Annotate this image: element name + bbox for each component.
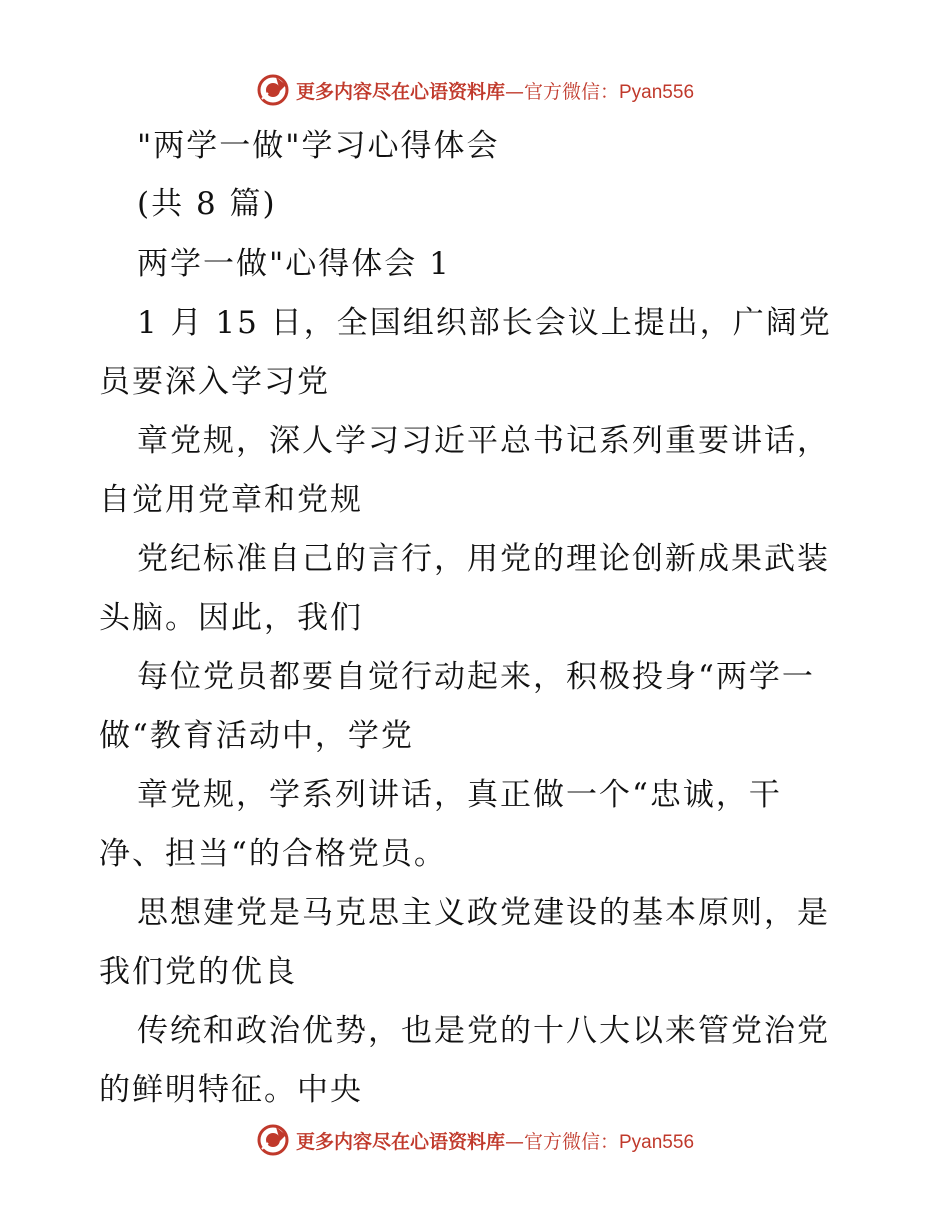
- paragraph-line: 净、担当“的合格党员。: [99, 836, 447, 872]
- footer-watermark: [0, 1120, 950, 1160]
- paragraph-line: 自觉用党章和党规: [99, 482, 363, 518]
- paragraph-line: 1 月 15 日，全国组织部长会议上提出，广阔党: [137, 305, 832, 341]
- paragraph-line: 我们党的优良: [99, 954, 297, 990]
- paragraph-line: 每位党员都要自觉行动起来，积极投身“两学一: [137, 659, 815, 695]
- paragraph-line: 员要深入学习党: [99, 364, 330, 400]
- paragraph-line: 做“教育活动中，学党: [99, 718, 414, 754]
- paragraph-line: 思想建党是马克思主义政党建设的基本原则，是: [137, 895, 830, 931]
- paragraph-line: 传统和政治优势，也是党的十八大以来管党治党: [137, 1013, 830, 1049]
- watermark-brand: 更多内容尽在心语资料库: [295, 1130, 505, 1153]
- paragraph-line: 章党规，深人学习习近平总书记系列重要讲话，: [137, 423, 830, 459]
- pen-circle-logo-icon: [256, 73, 290, 107]
- paragraph-line: 头脑。因此，我们: [99, 600, 363, 636]
- watermark-wechat-id: Pyan556: [619, 81, 695, 103]
- watermark-dash: —: [504, 1130, 524, 1153]
- document-title: "两学一做"学习心得体会: [137, 128, 500, 164]
- watermark-text: [296, 1127, 694, 1154]
- watermark-text: [296, 77, 694, 104]
- watermark-brand: 更多内容尽在心语资料库: [295, 80, 505, 103]
- watermark-official: 官方微信：: [523, 1130, 619, 1153]
- section-heading: 两学一做"心得体会 1: [137, 246, 451, 282]
- paragraph-line: 章党规，学系列讲话，真正做一个“忠诚，干: [137, 777, 782, 813]
- watermark-official: 官方微信：: [523, 80, 619, 103]
- document-count: (共 8 篇): [137, 186, 277, 222]
- paragraph-line: 的鲜明特征。中央: [99, 1072, 363, 1108]
- watermark-wechat-id: Pyan556: [619, 1131, 695, 1153]
- paragraph-line: 党纪标准自己的言行，用党的理论创新成果武装: [137, 541, 830, 577]
- watermark-dash: —: [504, 80, 524, 103]
- header-watermark: [0, 70, 950, 110]
- pen-circle-logo-icon: [256, 1123, 290, 1157]
